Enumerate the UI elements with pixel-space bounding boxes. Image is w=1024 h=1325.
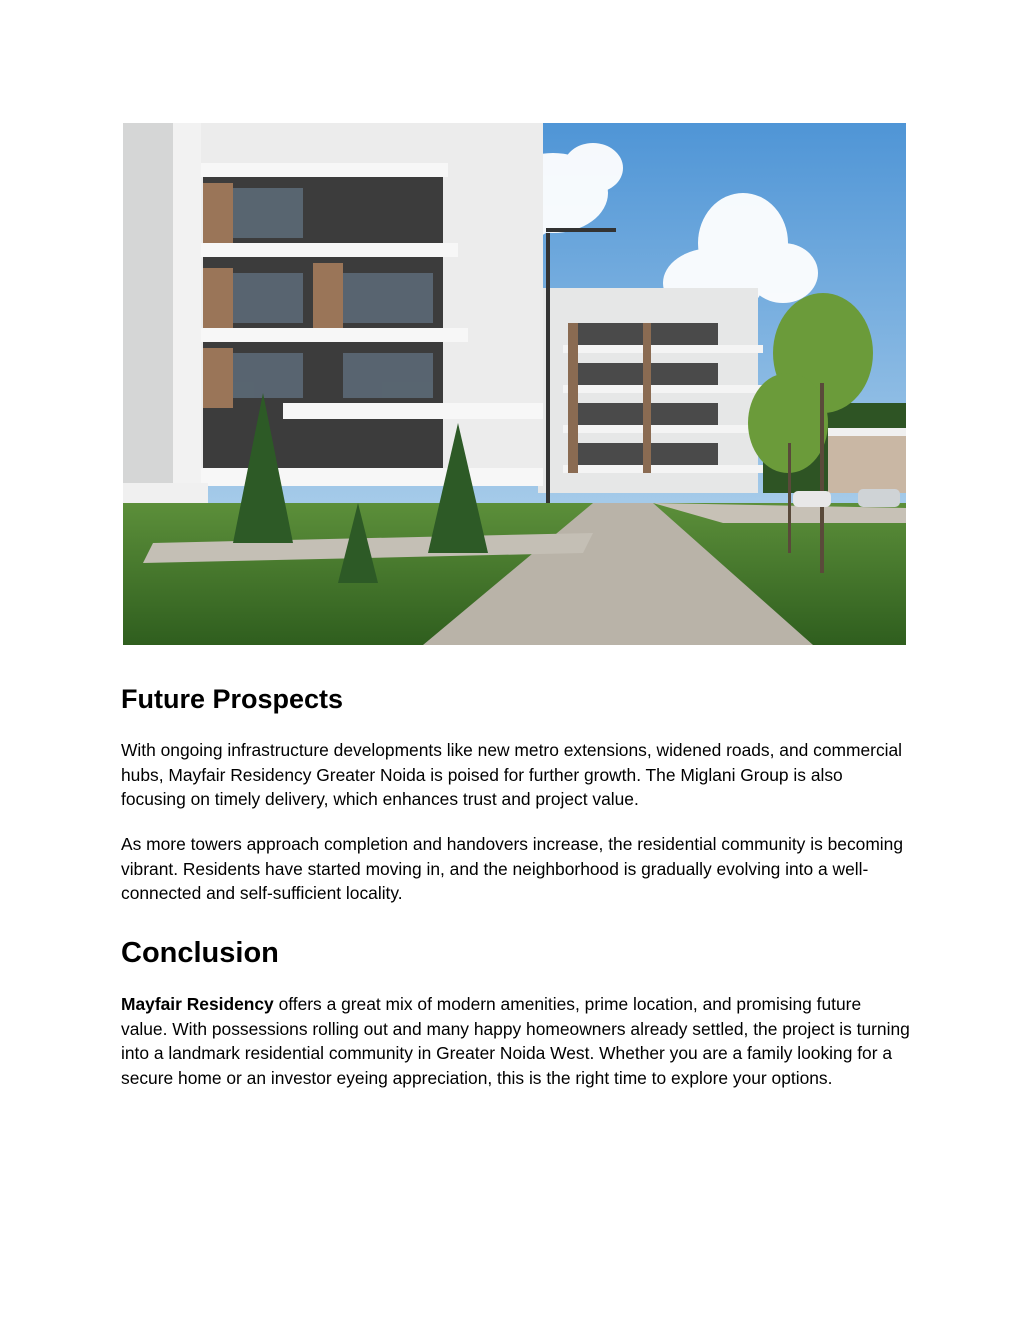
apartment-buildings-photo (123, 123, 906, 645)
section-heading-conclusion: Conclusion (121, 937, 279, 969)
conclusion-lead-bold: Mayfair Residency (121, 994, 274, 1014)
future-paragraph-2: As more towers approach completion and handovers increase, the residential community is becoming vibrant. Residents have started moving in, and the neighborhood is gradually evolving into a well-connected and self-sufficient locality. (121, 834, 904, 903)
conclusion-paragraph-rest: offers a great mix of modern amenities, prime location, and promising future value. With possessions rolling out and many happy homeowners already settled, the project is turning into a landmark residential community in Greater Noida West. Whether you are a family looking for a secure home or an investor eyeing appreciation, this is the right time to explore your options. (121, 994, 910, 1088)
section-heading-future-prospects: Future Prospects (121, 684, 344, 714)
conclusion-paragraph (121, 992, 911, 1090)
future-paragraph-1: With ongoing infrastructure developments like new metro extensions, widened roads, and commercial hubs, Mayfair Residency Greater Noida is poised for further growth. The Miglani Group is also focusing on timely delivery, which enhances trust and project value. (121, 740, 903, 809)
